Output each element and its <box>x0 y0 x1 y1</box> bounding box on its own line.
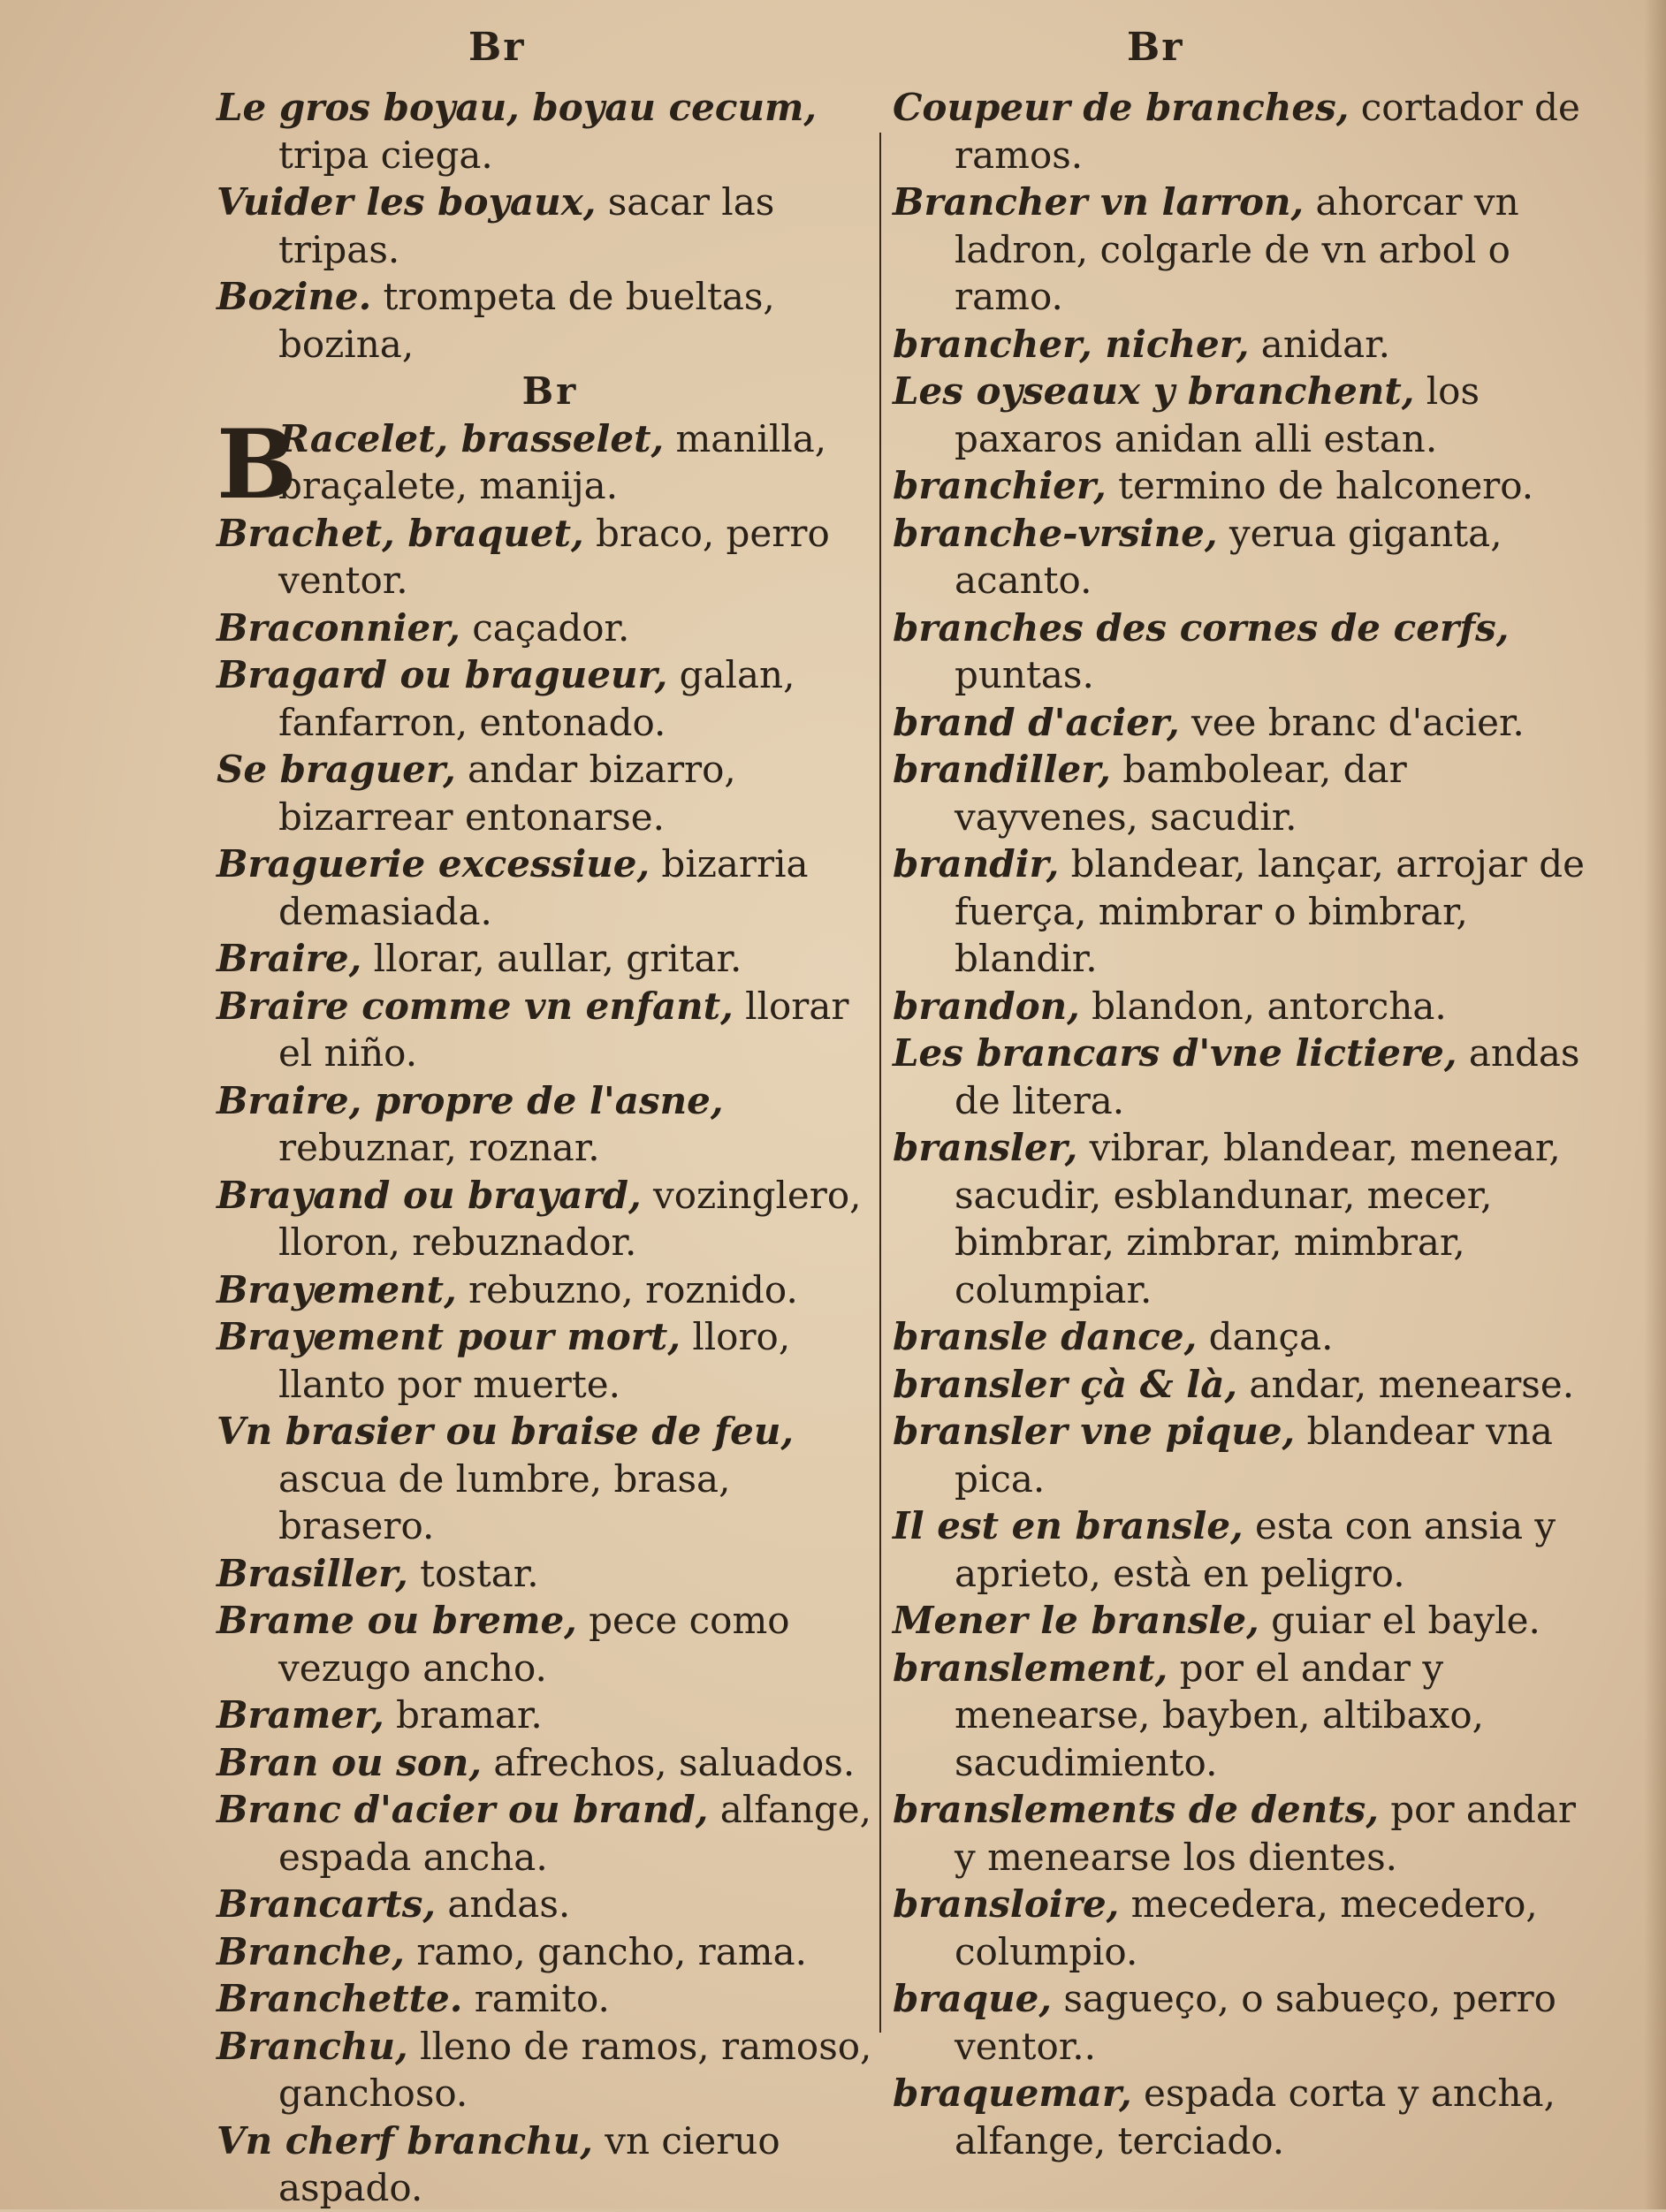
entry-headword: bransler çà & là, <box>893 1362 1238 1406</box>
entry-headword: Braire, <box>217 937 362 980</box>
entry-definition: trompeta de bueltas, bozina, <box>278 275 775 366</box>
entry-definition: ramo, gancho, rama. <box>404 1929 807 1973</box>
entry-headword: Branc d'acier ou brand, <box>217 1788 709 1831</box>
entry-definition: ahorcar vn ladron, colgarle de vn arbol o ramo. <box>955 180 1519 318</box>
entry-headword: Branche, <box>217 1929 405 1973</box>
dictionary-entry <box>893 1645 1591 1787</box>
dictionary-entry <box>893 1786 1591 1881</box>
dictionary-entry <box>217 1786 884 1881</box>
dictionary-entry <box>893 84 1591 179</box>
drop-cap: B <box>217 408 298 521</box>
dictionary-entry <box>217 1172 884 1266</box>
entry-definition: puntas. <box>955 653 1094 696</box>
entry-definition: yerua giganta, acanto. <box>955 511 1502 602</box>
entry-headword: Bozine. <box>217 275 372 318</box>
entry-headword: braque, <box>893 1977 1052 2020</box>
entry-definition: caçador. <box>460 605 630 650</box>
entry-headword: Coupeur de branches, <box>893 86 1350 129</box>
entry-definition: blandear vna pica. <box>955 1410 1553 1501</box>
entry-headword: Bramer, <box>217 1693 384 1737</box>
entry-definition: los paxaros anidan alli estan. <box>955 369 1480 460</box>
entry-headword: Branchu, <box>217 2024 408 2068</box>
entry-headword: Brancarts, <box>217 1882 436 1926</box>
dictionary-entry <box>893 1881 1591 1975</box>
left-column <box>217 84 884 2212</box>
entry-definition: manilla, braçalete, manija. <box>278 416 827 507</box>
entry-definition: guiar el bayle. <box>1259 1599 1540 1642</box>
entry-headword: Bragard ou bragueur, <box>217 653 668 696</box>
entry-headword: Vuider les boyaux, <box>217 180 597 224</box>
entry-definition: cortador de ramos. <box>955 86 1580 177</box>
entry-definition: vibrar, blandear, menear, sacudir, esblandunar, mecer, bimbrar, zimbrar, mimbrar, columpiar. <box>955 1126 1561 1311</box>
dictionary-entry <box>893 1502 1591 1597</box>
dictionary-entry <box>893 983 1591 1030</box>
entry-headword: branchier, <box>893 464 1107 507</box>
dictionary-entry <box>217 1975 884 2023</box>
entry-headword: Brancher vn larron, <box>893 180 1305 224</box>
entry-headword: braquemar, <box>893 2071 1132 2115</box>
entry-headword: branches des cornes de cerfs, <box>893 605 1510 650</box>
dictionary-entry <box>217 983 884 1077</box>
entry-definition: pece como vezugo ancho. <box>278 1599 790 1690</box>
entry-headword: brancher, nicher, <box>893 322 1250 366</box>
entry-definition: bambolear, dar vayvenes, sacudir. <box>955 748 1407 839</box>
entry-definition: bramar. <box>384 1693 543 1737</box>
entry-definition: llorar el niño. <box>278 984 849 1075</box>
right-column <box>893 84 1591 2164</box>
dictionary-entry <box>217 1408 884 1550</box>
entry-definition: blandon, antorcha. <box>1079 984 1447 1028</box>
entry-headword: brand d'acier, <box>893 700 1180 744</box>
entry-definition: tostar. <box>407 1551 539 1595</box>
dictionary-entry <box>217 179 884 273</box>
entry-headword: Les brancars d'vne lictiere, <box>893 1031 1457 1075</box>
entry-headword: bransler vne pique, <box>893 1410 1296 1453</box>
entry-headword: Braguerie excessiue, <box>217 842 650 886</box>
entry-definition: anidar. <box>1249 322 1391 366</box>
section-heading: Br <box>521 369 579 413</box>
entry-definition: tripa ciega. <box>278 133 493 177</box>
entry-definition: vn cieruo aspado. <box>278 2118 780 2209</box>
dictionary-entry <box>217 510 884 604</box>
entry-definition: braco, perro ventor. <box>278 511 830 602</box>
entry-definition: espada corta y ancha, alfange, terciado. <box>955 2071 1556 2163</box>
dictionary-entry <box>217 84 884 179</box>
entry-definition: por andar y menearse los dientes. <box>955 1788 1576 1879</box>
entry-headword: Brachet, braquet, <box>217 511 584 555</box>
entry-definition: andas de litera. <box>955 1031 1580 1122</box>
entry-headword: bransloire, <box>893 1882 1120 1926</box>
entry-headword: Vn brasier ou braise de feu, <box>217 1410 795 1453</box>
entry-headword: bransle dance, <box>893 1315 1198 1358</box>
entry-headword: Bran ou son, <box>217 1740 482 1784</box>
dictionary-entry <box>217 1881 884 1928</box>
dictionary-entry <box>217 1077 884 1172</box>
entry-definition: andar, menearse. <box>1237 1362 1575 1406</box>
dictionary-entry <box>217 2023 884 2117</box>
entry-headword: Les oyseaux y branchent, <box>893 369 1415 413</box>
entry-definition: andar bizarro, bizarrear entonarse. <box>278 748 736 839</box>
dictionary-entry <box>893 1313 1591 1361</box>
dictionary-entry <box>893 1361 1591 1409</box>
entry-definition: lleno de ramos, ramoso, ganchoso. <box>278 2024 872 2115</box>
entry-definition: blandear, lançar, arrojar de fuerça, mimbrar o bimbrar, blandir. <box>955 842 1585 980</box>
entry-definition: mecedera, mecedero, columpio. <box>955 1882 1538 1973</box>
entry-definition: sacar las tripas. <box>278 180 775 271</box>
entry-definition: andas. <box>435 1882 571 1926</box>
entry-headword: Brasiller, <box>217 1551 408 1595</box>
dictionary-entry <box>893 1030 1591 1124</box>
entry-headword: Braconnier, <box>217 605 460 650</box>
entry-headword: Braire comme vn enfant, <box>217 984 734 1028</box>
dictionary-entry <box>217 746 884 840</box>
entry-definition: vozinglero, lloron, rebuznador. <box>278 1173 862 1264</box>
dictionary-entry <box>893 368 1591 462</box>
entry-definition: rebuzno, roznido. <box>456 1267 798 1311</box>
dictionary-entry <box>217 935 884 983</box>
entry-headword: Branchette. <box>217 1977 463 2020</box>
entry-definition: sagueço, o sabueço, perro ventor.. <box>955 1977 1556 2068</box>
entry-definition: ascua de lumbre, brasa, brasero. <box>278 1456 731 1547</box>
entry-definition: alfange, espada ancha. <box>278 1788 871 1879</box>
dictionary-entry <box>217 1266 884 1314</box>
dictionary-entry <box>217 1928 884 1976</box>
dictionary-entry <box>217 1597 884 1691</box>
entry-headword: Mener le bransle, <box>893 1599 1259 1642</box>
dictionary-entry <box>217 1691 884 1739</box>
entry-definition: dança. <box>1197 1315 1334 1358</box>
dictionary-entry <box>893 1975 1591 2070</box>
dictionary-entry <box>217 273 884 368</box>
dictionary-entry <box>893 462 1591 510</box>
dictionary-entry <box>893 1408 1591 1502</box>
dictionary-entry <box>893 2070 1591 2164</box>
dictionary-entry <box>893 746 1591 840</box>
dictionary-entry <box>893 1124 1591 1313</box>
entry-headword: Le gros boyau, boyau cecum, <box>217 86 818 129</box>
entry-definition: afrechos, saluados. <box>482 1740 856 1784</box>
dictionary-entry <box>893 604 1591 699</box>
entry-headword: Se braguer, <box>217 748 456 791</box>
dictionary-entry <box>893 1597 1591 1645</box>
dictionary-entry <box>217 1550 884 1598</box>
dictionary-entry <box>217 2117 884 2212</box>
header-left: Br <box>468 25 526 70</box>
dictionary-entry <box>217 651 884 746</box>
dictionary-entry <box>893 699 1591 747</box>
entry-headword: Brayand ou brayard, <box>217 1173 642 1217</box>
dictionary-entry <box>893 321 1591 369</box>
dictionary-entry <box>217 1313 884 1408</box>
dictionary-entry <box>217 604 884 652</box>
entry-headword: brandiller, <box>893 748 1111 791</box>
header-right: Br <box>1127 25 1184 70</box>
entry-definition: termino de halconero. <box>1106 464 1534 507</box>
entry-definition: lloro, llanto por muerte. <box>278 1315 791 1406</box>
entry-definition: esta con ansia y aprieto, està en peligro. <box>955 1504 1556 1595</box>
entry-headword: bransler, <box>893 1126 1078 1169</box>
entry-headword: Il est en bransle, <box>893 1504 1244 1547</box>
entry-definition: ramito. <box>462 1977 610 2020</box>
entry-headword: Vn cherf branchu, <box>217 2118 593 2163</box>
entry-definition: por el andar y menearse, bayben, altibaxo, sacudimiento. <box>955 1646 1484 1784</box>
entry-headword: branche-vrsine, <box>893 511 1218 555</box>
entry-definition: galan, fanfarron, entonado. <box>278 653 795 744</box>
entry-definition: bizarria demasiada. <box>278 842 809 933</box>
dictionary-entry <box>893 179 1591 321</box>
dictionary-entry <box>217 840 884 935</box>
running-header <box>0 25 1666 78</box>
entry-definition: rebuznar, roznar. <box>278 1126 600 1169</box>
entry-headword: brandon, <box>893 984 1080 1028</box>
entry-headword: Racelet, brasselet, <box>278 416 665 460</box>
dictionary-entry <box>893 840 1591 983</box>
entry-definition: llorar, aullar, gritar. <box>361 937 742 980</box>
entry-headword: Braire, propre de l'asne, <box>217 1078 724 1122</box>
entry-headword: branslement, <box>893 1646 1168 1690</box>
entry-definition: vee branc d'acier. <box>1179 700 1525 744</box>
entry-headword: branslements de dents, <box>893 1788 1379 1831</box>
dictionary-entry <box>217 1739 884 1787</box>
entry-headword: brandir, <box>893 842 1060 886</box>
dictionary-entry <box>893 510 1591 604</box>
entry-headword: Brayement, <box>217 1267 457 1311</box>
dictionary-entry <box>217 408 884 521</box>
entry-headword: Brayement pour mort, <box>217 1315 681 1358</box>
entry-headword: Brame ou breme, <box>217 1599 577 1642</box>
